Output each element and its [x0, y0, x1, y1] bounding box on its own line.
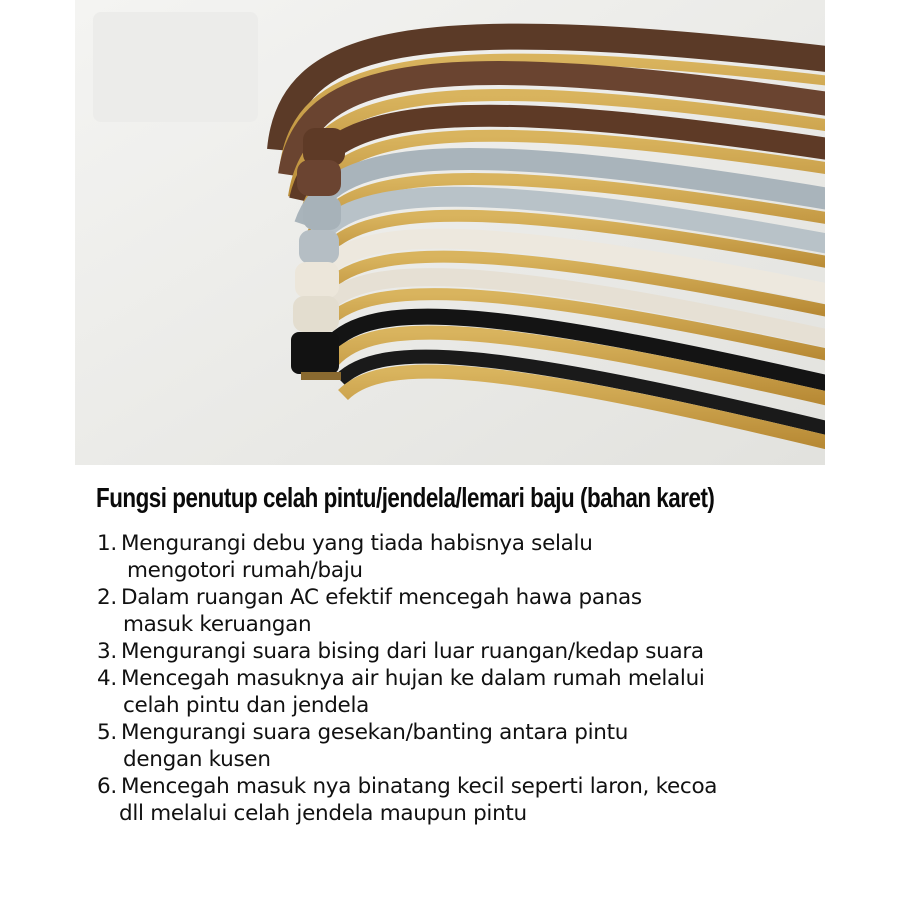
- list-text: Mencegah masuk nya binatang kecil seperti laron, kecoa: [121, 774, 718, 799]
- list-text-continued: dll melalui celah jendela maupun pintu: [119, 801, 527, 826]
- list-number: 3.: [97, 639, 117, 664]
- list-item: [97, 773, 837, 827]
- list-item: [97, 665, 837, 719]
- list-text: Dalam ruangan AC efektif mencegah hawa panas: [121, 585, 642, 610]
- list-number: 2.: [97, 585, 117, 610]
- list-number: 1.: [97, 531, 117, 556]
- list-text: Mengurangi debu yang tiada habisnya selalu: [121, 531, 593, 556]
- function-list: [97, 530, 837, 827]
- list-text-continued: celah pintu dan jendela: [123, 693, 370, 718]
- list-item: [97, 719, 837, 773]
- list-item: [97, 584, 837, 638]
- page-title: Fungsi penutup celah pintu/jendela/lemari baju (bahan karet): [96, 482, 715, 513]
- list-text: Mencegah masuknya air hujan ke dalam rumah melalui: [121, 666, 705, 691]
- list-text-continued: masuk keruangan: [123, 612, 312, 637]
- list-number: 6.: [97, 774, 117, 799]
- list-text-continued: dengan kusen: [123, 747, 271, 772]
- list-text: Mengurangi suara gesekan/banting antara pintu: [121, 720, 629, 745]
- list-item: [97, 530, 837, 584]
- list-number: 5.: [97, 720, 117, 745]
- list-item: [97, 638, 837, 665]
- list-text-continued: mengotori rumah/baju: [127, 558, 363, 583]
- list-text: Mengurangi suara bising dari luar ruangan/kedap suara: [121, 639, 704, 664]
- list-number: 4.: [97, 666, 117, 691]
- product-photo: [75, 0, 825, 465]
